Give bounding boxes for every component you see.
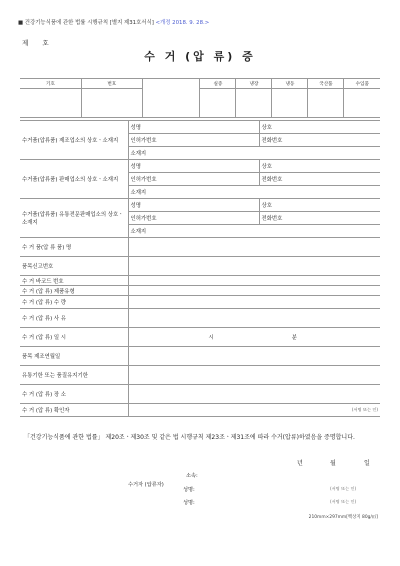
header-cell-refrigerated: 냉장 — [236, 79, 272, 89]
seller-phone-field[interactable]: 전화번호 — [259, 173, 380, 186]
manufacturer-label: 수거품(압류품) 제조업소의 상호ㆍ소재지 — [20, 121, 128, 160]
certification-statement: 「건강기능식품에 관한 법률」 제20조ㆍ제30조 및 같은 법 시행규칙 제23조ㆍ제31조에 따라 수거(압류)하였음을 증명합니다. — [24, 434, 355, 441]
affiliation-label: 소속: — [186, 473, 198, 479]
date-month-label: 월 — [330, 460, 336, 467]
product-type-field[interactable] — [128, 286, 380, 296]
form-header — [18, 18, 209, 26]
seller-name-field[interactable]: 성명 — [128, 160, 259, 173]
product-name-label: 수 거 품(압 류 품) 명 — [20, 238, 128, 257]
paper-spec-footer: 210mm×297mm[백상지 80g/㎡] — [308, 515, 378, 520]
header-cell-blank — [142, 79, 200, 118]
manufacturer-name-field[interactable]: 성명 — [128, 121, 259, 134]
blank-cell[interactable] — [272, 89, 308, 118]
confirmer-signature-field[interactable]: (서명 또는 인) — [128, 404, 380, 417]
product-type-label: 수 거 (압 류) 제품유형 — [20, 286, 128, 296]
distributor-license-field[interactable]: 인허가번호 — [128, 212, 259, 225]
place-label: 수 거 (압 류) 장 소 — [20, 385, 128, 404]
blank-cell[interactable] — [20, 89, 81, 118]
date-year-label: 년 — [297, 460, 303, 467]
expiry-label: 유통기한 또는 품질유지기한 — [20, 366, 128, 385]
distributor-name-field[interactable]: 성명 — [128, 199, 259, 212]
barcode-label: 수 거 바코드 번호 — [20, 276, 128, 286]
header-cell-room-temp: 실증 — [200, 79, 236, 89]
name-label-2: 성명: — [183, 500, 195, 506]
report-number-label: 품목신고번호 — [20, 257, 128, 276]
quantity-field[interactable] — [128, 296, 380, 309]
name-label-1: 성명: — [183, 487, 195, 493]
blank-cell[interactable] — [81, 89, 142, 118]
blank-cell[interactable] — [236, 89, 272, 118]
confirmer-label: 수 거 (압 류) 확인자 — [20, 404, 128, 417]
header-cell-number: 번호 — [81, 79, 142, 89]
manufacture-date-field[interactable] — [128, 347, 380, 366]
seizure-details-table — [20, 120, 380, 417]
seller-label: 수거품(압류품) 판매업소의 상호ㆍ소재지 — [20, 160, 128, 199]
reason-label: 수 거 (압 류) 사 유 — [20, 309, 128, 328]
collector-label: 수거자 (압류자) — [128, 482, 164, 488]
manufacturer-trade-name-field[interactable]: 상호 — [259, 121, 380, 134]
datetime-label: 수 거 (압 류) 일 시 — [20, 328, 128, 347]
place-field[interactable] — [128, 385, 380, 404]
datetime-field[interactable] — [128, 328, 380, 347]
product-name-field[interactable] — [128, 238, 380, 257]
blank-cell[interactable] — [200, 89, 236, 118]
header-cell-frozen: 냉동 — [272, 79, 308, 89]
sample-code-table — [20, 78, 380, 118]
page-title: 수 거 (압 류) 증 — [144, 50, 256, 63]
report-number-field[interactable] — [128, 257, 380, 276]
revision-date: <개정 2018. 9. 28.> — [155, 20, 210, 26]
distributor-phone-field[interactable]: 전화번호 — [259, 212, 380, 225]
seller-trade-name-field[interactable]: 상호 — [259, 160, 380, 173]
date-day-label: 일 — [364, 460, 370, 467]
law-reference: ■ 건강기능식품에 관한 법률 시행규칙 [별지 제31호서식] — [18, 20, 154, 26]
manufacturer-address-field[interactable]: 소재지 — [128, 147, 380, 160]
manufacturer-phone-field[interactable]: 전화번호 — [259, 134, 380, 147]
document-number-label: 제 호 — [22, 39, 55, 47]
blank-cell[interactable] — [308, 89, 344, 118]
minute-label: 분 — [291, 335, 297, 341]
manufacturer-license-field[interactable]: 인허가번호 — [128, 134, 259, 147]
signature-seal-2[interactable]: (서명 또는 인) — [330, 499, 357, 504]
header-cell-code: 기호 — [20, 79, 81, 89]
manufacture-date-label: 품목 제조연월일 — [20, 347, 128, 366]
blank-cell[interactable] — [344, 89, 380, 118]
distributor-label: 수거품(압류품) 유통전문판매업소의 상호ㆍ소재지 — [20, 199, 128, 238]
signature-seal-1[interactable]: (서명 또는 인) — [330, 486, 357, 491]
distributor-trade-name-field[interactable]: 상호 — [259, 199, 380, 212]
seller-address-field[interactable]: 소재지 — [128, 186, 380, 199]
distributor-address-field[interactable]: 소재지 — [128, 225, 380, 238]
expiry-field[interactable] — [128, 366, 380, 385]
seller-license-field[interactable]: 인허가번호 — [128, 173, 259, 186]
header-cell-domestic: 국산품 — [308, 79, 344, 89]
header-cell-imported: 수입품 — [344, 79, 380, 89]
reason-field[interactable] — [128, 309, 380, 328]
quantity-label: 수 거 (압 류) 수 량 — [20, 296, 128, 309]
hour-label: 시 — [208, 335, 214, 341]
barcode-field[interactable] — [128, 276, 380, 286]
